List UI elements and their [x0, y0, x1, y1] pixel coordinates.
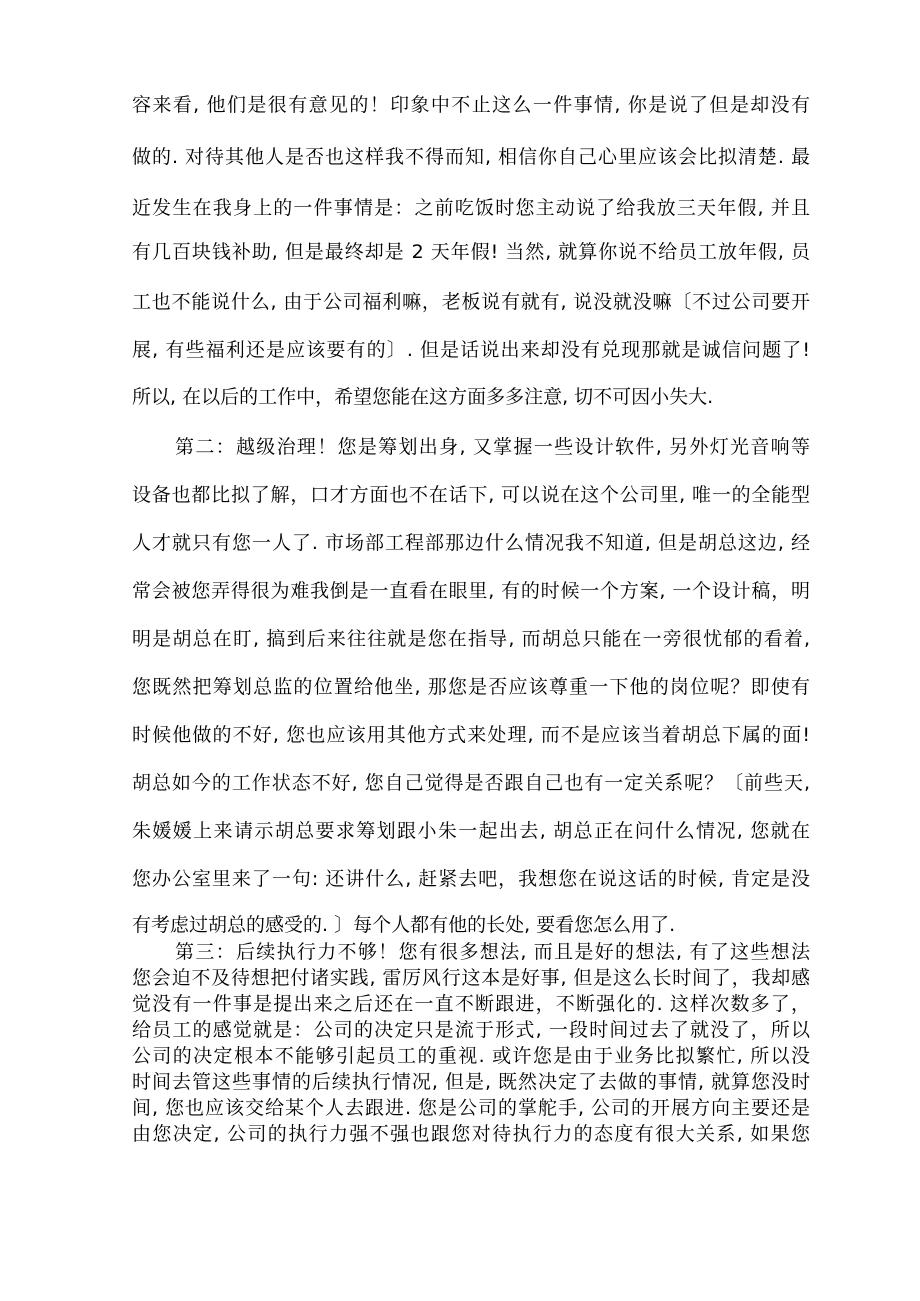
text-line: 所以, 在以后的工作中，希望您能在这方面多多注意, 切不可因小失大.	[132, 386, 714, 408]
text-line: 容来看, 他们是很有意见的！印象中不止这么一件事情, 你是说了但是却没有	[132, 94, 810, 116]
text-line: 时间去管这些事情的后续执行情况, 但是, 既然决定了去做的事情, 就算您没时	[132, 1071, 810, 1093]
text-line: 您办公室里来了一句: 还讲什么, 赶紧去吧，我想您在说这话的时候, 肯定是没	[132, 868, 810, 890]
text-line: 明是胡总在盯, 搞到后来往往就是您在指导, 而胡总只能在一旁很忧郁的看着,	[132, 628, 810, 650]
text-line: 设备也都比拟了解，口才方面也不在话下, 可以说在这个公司里, 唯一的全能型	[132, 484, 810, 506]
text-line: 给员工的感觉就是：公司的决定只是流于形式, 一段时间过去了就没了，所以	[132, 1019, 810, 1041]
text-line: 工也不能说什么, 由于公司福利嘛，老板说有就有, 说没就没嘛〔不过公司要开	[132, 291, 810, 313]
text-line: 由您决定, 公司的执行力强不强也跟您对待执行力的态度有很大关系, 如果您	[132, 1123, 810, 1145]
text-line: 间, 您也应该交给某个人去跟进. 您是公司的掌舵手, 公司的开展方向主要还是	[132, 1097, 810, 1119]
text-line: 近发生在我身上的一件事情是：之前吃饭时您主动说了给我放三天年假, 并且	[132, 197, 810, 219]
text-line: 有几百块钱补助, 但是最终却是 2 天年假! 当然, 就算你说不给员工放年假, 员	[132, 241, 810, 263]
text-line: 朱媛媛上来请示胡总要求筹划跟小朱一起出去, 胡总正在问什么情况, 您就在	[132, 820, 810, 842]
text-line: 时候他做的不好, 您也应该用其他方式来处理, 而不是应该当着胡总下属的面!	[132, 724, 810, 746]
text-line: 第二：越级治理！您是筹划出身, 又掌握一些设计软件, 另外灯光音响等	[175, 436, 810, 458]
text-line: 常会被您弄得很为难我倒是一直看在眼里, 有的时候一个方案, 一个设计稿，明	[132, 580, 810, 602]
text-line: 您会迫不及待想把付诸实践, 雷厉风行这本是好事, 但是这么长时间了，我却感	[132, 967, 810, 989]
text-line: 公司的决定根本不能够引起员工的重视. 或许您是由于业务比拟繁忙, 所以没	[132, 1045, 810, 1067]
text-line: 您既然把筹划总监的位置给他坐, 那您是否应该尊重一下他的岗位呢？即使有	[132, 676, 810, 698]
text-line: 做的. 对待其他人是否也这样我不得而知, 相信你自己心里应该会比拟清楚. 最	[132, 146, 810, 168]
text-line: 觉没有一件事是提出来之后还在一直不断跟进，不断强化的. 这样次数多了，	[132, 993, 810, 1015]
text-line: 胡总如今的工作状态不好, 您自己觉得是否跟自己也有一定关系呢？〔前些天,	[132, 772, 810, 794]
text-line: 人才就只有您一人了. 市场部工程部那边什么情况我不知道, 但是胡总这边, 经	[132, 532, 810, 554]
text-line: 有考虑过胡总的感受的. 〕每个人都有他的长处, 要看您怎么用了.	[132, 914, 676, 936]
text-line: 展, 有些福利还是应该要有的〕. 但是话说出来却没有兑现那就是诚信问题了!	[132, 339, 810, 361]
text-line: 第三：后续执行力不够！您有很多想法, 而且是好的想法, 有了这些想法	[175, 941, 810, 963]
